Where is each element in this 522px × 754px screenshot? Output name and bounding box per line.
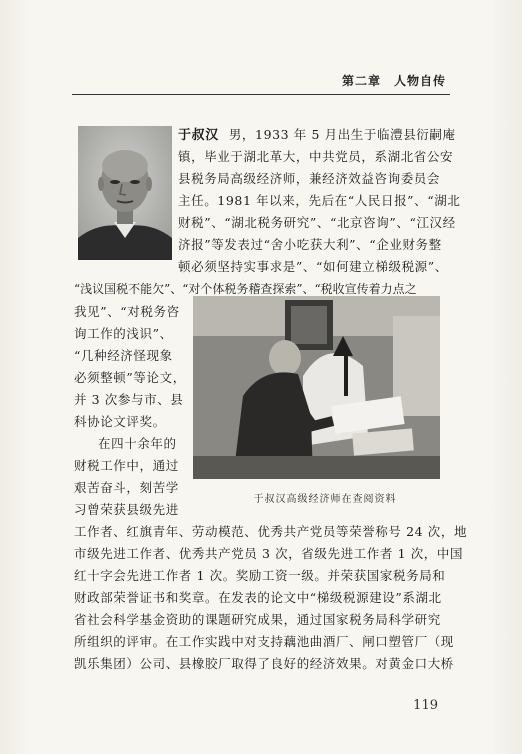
- bio-line-5: 财税”、“湖北税务研究”、“北京咨询”、“江汉经: [178, 215, 456, 230]
- bio-line-16: 财税工作中，通过: [74, 458, 179, 473]
- bio-text: 男，1933 年 5 月出生于临澧县衍嗣庵: [228, 127, 456, 142]
- bio-line-23: 省社会科学基金资助的课题研究成果，通过国家税务局科学研究: [74, 612, 441, 627]
- bio-line-4: 主任。1981 年以来，先后在“人民日报”、“湖北: [178, 193, 461, 208]
- bio-line-1: [178, 128, 456, 143]
- bio-line-12: 必须整顿”等论文，: [74, 370, 186, 385]
- bio-line-15: 在四十余年的: [98, 436, 177, 451]
- person-name: 于叔汉: [178, 128, 219, 143]
- bio-line-9: 我见”、“对税务咨: [74, 304, 180, 319]
- bio-line-6: 济报”等发表过“舍小吃获大利”、“企业财务整: [178, 237, 442, 252]
- bio-line-14: 科协论文评奖。: [74, 414, 166, 429]
- portrait-photo: [78, 126, 172, 260]
- bio-line-10: 询工作的浅识”、: [74, 326, 173, 341]
- header-divider: [72, 94, 450, 95]
- bio-line-21: 红十字会先进工作者 1 次。奖励工资一级。并荣获国家税务局和: [74, 568, 446, 583]
- chapter-header: 第二章 人物自传: [341, 74, 446, 88]
- bio-line-11: “几种经济怪现象: [74, 348, 173, 363]
- bio-line-8: “浅议国税不能欠”、“对个体税务稽查探索”、“税收宣传着力点之: [74, 282, 417, 296]
- bio-line-24: 所组织的评审。在工作实践中对支持藕池曲酒厂、闸口塑管厂（现: [74, 634, 454, 649]
- bio-line-17: 艰苦奋斗，刻苦学: [74, 480, 179, 495]
- bio-line-18: 习曾荣获县级先进: [74, 502, 179, 517]
- bio-line-7: 顿必须坚持实事求是”、“如何建立梯级税源”、: [178, 259, 448, 274]
- bio-line-19: 工作者、红旗青年、劳动模范、优秀共产党员等荣誉称号 24 次，地: [74, 524, 468, 539]
- bio-line-25: 凯乐集团）公司、县橡胶厂取得了良好的经济效果。对黄金口大桥: [74, 656, 454, 671]
- bio-line-20: 市级先进工作者、优秀共产党员 3 次，省级先进工作者 1 次，中国: [74, 546, 464, 561]
- working-photo: [193, 296, 440, 479]
- bio-line-13: 并 3 次参与市、县: [74, 392, 184, 407]
- bio-line-22: 财政部荣誉证书和奖章。在发表的论文中“梯级税源建设”系湖北: [74, 590, 442, 605]
- bio-line-3: 县税务局高级经济师，兼经济效益咨询委员会: [178, 171, 441, 186]
- bio-line-2: 镇，毕业于湖北革大，中共党员，系湖北省公安: [178, 149, 454, 164]
- page-number: 119: [413, 698, 438, 713]
- photo-caption: 于叔汉高级经济师在查阅资料: [253, 494, 397, 505]
